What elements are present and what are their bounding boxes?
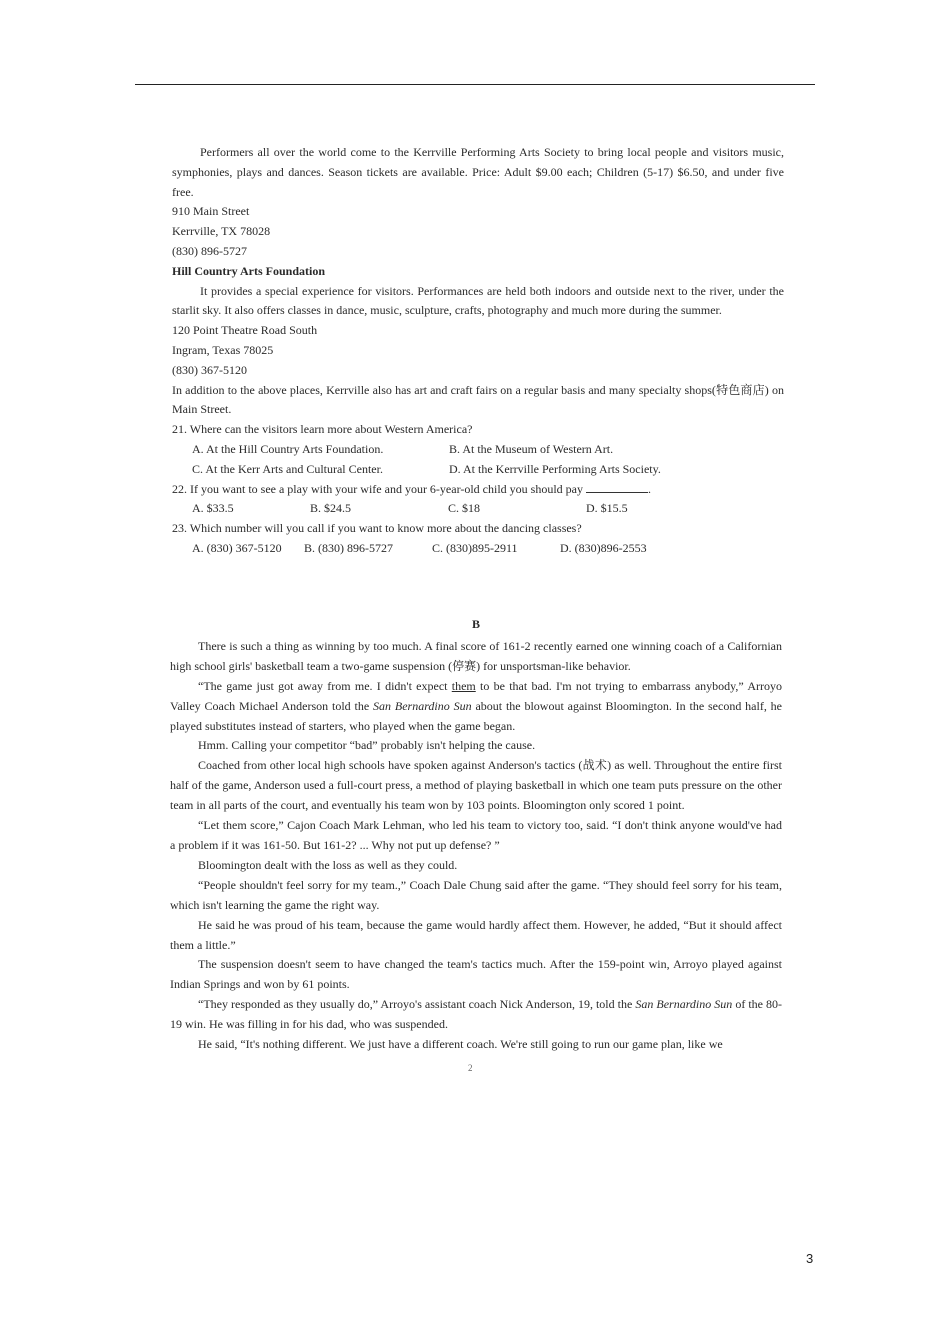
question-23-option-a: A. (830) 367-5120 [192,540,282,555]
performing-arts-phone: (830) 896-5727 [172,243,247,258]
performing-arts-description: Performers all over the world come to the Kerrville Performing Arts Society to bring local people and visitors music, symphonies, plays and dances. Season tickets are available. Price: Adult $9.00 each; Children (5-17) $6.50, and under five free. [172,145,784,199]
p2-part-a: “The game just got away from me. I didn't expect [198,678,452,693]
section-a [172,143,784,559]
section-b-paragraph-7: “People shouldn't feel sorry for my team.,” Coach Dale Chung said after the game. “They should feel sorry for his team, which isn't learning the game the right way. [170,877,782,912]
question-22-option-c: C. $18 [448,501,481,516]
hill-country-address-line1: 120 Point Theatre Road South [172,323,318,338]
question-21-option-b: B. At the Museum of Western Art. [449,441,614,456]
section-b-paragraph-5: “Let them score,” Cajon Coach Mark Lehman, who led his team to victory too, said. “I don't think anyone would've had a problem if it was 161-50. But 161-2? ... Why not put up defense? ” [170,818,782,852]
p10-part-a: “They responded as they usually do,” Arroyo's assistant coach Nick Anderson, 19, told the [198,997,636,1012]
section-b [170,597,782,1055]
section-b-paragraph-8: He said he was proud of his team, because the game would hardly affect them. However, he added, “But it should affect them a little.” [170,917,782,952]
hill-country-description: It provides a special experience for visitors. Performances are held both indoors and outside next to the river, under the starlit sky. It also offers classes in dance, music, sculpture, crafts, photography and much more during the summer. [172,283,784,318]
question-22-stem-text: 22. If you want to see a play with your wife and your 6-year-old child you should pay [172,481,583,496]
p10-newspaper-title: San Bernardino Sun [635,997,733,1012]
question-21-options-row2 [172,460,784,480]
question-23-options [172,539,784,559]
section-b-paragraph-4: Coached from other local high schools have spoken against Anderson's tactics (战术) as well. Throughout the entire first half of the game, Anderson used a full-court press, a method of playing basketball in which one team puts pressure on the other team in all parts of the court, and eventually his team won by 103 points. Bloomington only scored 1 point. [170,758,782,813]
hill-country-phone: (830) 367-5120 [172,362,247,377]
hill-country-heading: Hill Country Arts Foundation [172,263,326,278]
section-b-paragraph-6: Bloomington dealt with the loss as well as they could. [198,857,458,872]
question-21-option-d: D. At the Kerrville Performing Arts Society. [449,461,661,476]
question-21-stem: 21. Where can the visitors learn more about Western America? [172,422,473,437]
p10-part-b: of the 80-19 win. He was filling in for his dad, who was suspended. [170,997,783,1032]
section-b-paragraph-3: Hmm. Calling your competitor “bad” probably isn't helping the cause. [198,738,536,753]
p2-newspaper-title: San Bernardino Sun [373,698,472,713]
faint-page-mark: 2 [468,1063,473,1073]
section-b-heading: B [471,617,480,631]
question-21-option-a: A. At the Hill Country Arts Foundation. [192,441,384,456]
question-21-option-c: C. At the Kerr Arts and Cultural Center. [192,461,383,476]
question-21-options-row1 [172,440,784,460]
section-b-paragraph-10 [170,995,782,1035]
hill-country-address-line2: Ingram, Texas 78025 [172,342,274,357]
section-b-paragraph-1: There is such a thing as winning by too much. A final score of 161-2 recently earned one winning coach of a Californian high school girls' basketball team a two-game suspension (停赛) for unsportsman-like behavior. [170,638,782,673]
section-b-paragraph-2 [170,677,782,737]
p2-underlined: them [451,678,476,693]
question-22-option-b: B. $24.5 [310,501,352,516]
performing-arts-address-line2: Kerrville, TX 78028 [172,224,271,239]
header-rule [135,84,815,85]
performing-arts-address-line1: 910 Main Street [172,204,250,219]
question-22-options [172,499,784,519]
question-22-option-a: A. $33.5 [192,501,234,516]
section-b-paragraph-11: He said, “It's nothing different. We just have a different coach. We're still going to run our game plan, like we [198,1037,723,1052]
question-23-option-d: D. (830)896-2553 [560,540,647,555]
answer-blank [586,482,648,493]
question-22-stem-end: . [648,481,651,496]
p2-part-b: to be that bad. I'm not trying to embarrass anybody,” Arroyo Valley Coach Michael Anderson told the [170,678,782,713]
question-23-stem: 23. Which number will you call if you want to know more about the dancing classes? [172,521,582,536]
question-22-option-d: D. $15.5 [586,501,628,516]
section-b-paragraph-9: The suspension doesn't seem to have changed the team's tactics much. After the 159-point win, Arroyo played against Indian Springs and won by 61 points. [170,957,782,992]
page-number: 3 [806,1251,814,1266]
question-23-option-b: B. (830) 896-5727 [304,540,393,555]
p2-part-c: about the blowout against Bloomington. In the second half, he played substitutes instead of starters, who played when the game began. [170,698,783,733]
section-a-closing: In addition to the above places, Kerrville also has art and craft fairs on a regular basis and many specialty shops(特色商店) on Main Street. [172,382,784,417]
question-22-stem [172,480,784,500]
question-23-option-c: C. (830)895-2911 [432,540,518,555]
